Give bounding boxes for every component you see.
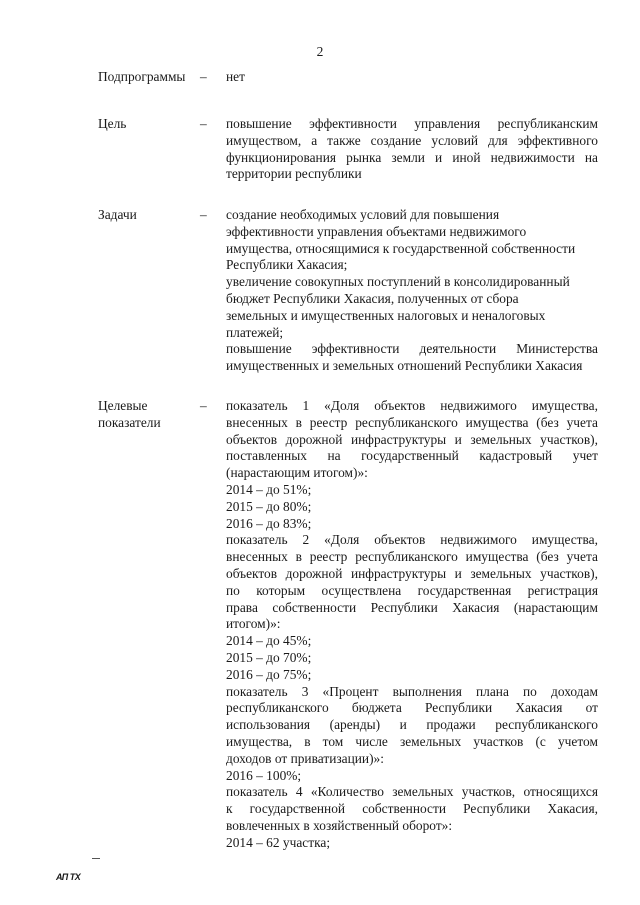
label-line: Подпрограммы: [98, 69, 186, 84]
section-body: [226, 69, 598, 86]
body-line: объектов дорожной инфраструктуры и земельных участков),: [226, 431, 598, 447]
body-line: Республики Хакасия;: [226, 257, 348, 273]
body-line: создание необходимых условий для повышения: [226, 207, 500, 222]
section-dash: –: [200, 116, 207, 131]
body-line: по которым осуществлена государственная регистрация: [226, 582, 598, 598]
body-line: имуществом, а также создание условий для эффективного: [226, 132, 598, 148]
body-line: показатель 1 «Доля объектов недвижимого имущества,: [226, 398, 598, 413]
section-dash: –: [200, 398, 207, 413]
section-body: [226, 398, 598, 852]
body-line: права собственности Республики Хакасия (нарастающим: [226, 599, 598, 615]
body-line: имущества, в том числе земельных участков (с учетом: [226, 733, 598, 749]
body-line: имущественных и земельных отношений Республики Хакасия: [226, 358, 583, 374]
label-line: Целевые: [98, 398, 148, 413]
label-line: показатели: [98, 414, 161, 430]
body-line: функционирования рынка земли и иной недвижимости на: [226, 149, 598, 165]
body-line: 2014 – 62 участка;: [226, 834, 331, 850]
body-line: 2016 – до 83%;: [226, 515, 312, 531]
body-line: показатель 3 «Процент выполнения плана по доходам: [226, 683, 598, 699]
body-line: доходов от приватизации)»:: [226, 750, 384, 766]
body-line: 2016 – 100%;: [226, 767, 302, 783]
body-line: 2014 – до 51%;: [226, 481, 312, 497]
body-line: повышение эффективности деятельности Министерства: [226, 341, 598, 357]
body-line: объектов дорожной инфраструктуры и земельных участков),: [226, 565, 598, 581]
body-line: увеличение совокупных поступлений в консолидированный: [226, 274, 570, 290]
body-line: показатель 4 «Количество земельных участков, относящихся: [226, 784, 598, 800]
body-line: внесенных в реестр республиканского имущества (без учета: [226, 549, 598, 565]
body-line: платежей;: [226, 324, 284, 340]
scan-mark: [92, 858, 100, 859]
body-line: республиканского бюджета Республики Хакасия от: [226, 700, 598, 716]
body-line: показатель 2 «Доля объектов недвижимого имущества,: [226, 532, 598, 548]
body-line: (нарастающим итогом)»:: [226, 465, 368, 481]
body-line: повышение эффективности управления республиканским: [226, 116, 598, 131]
section-body: [226, 116, 598, 183]
section-label: [98, 398, 198, 432]
section-body: [226, 207, 598, 375]
section-label: [98, 69, 198, 86]
archive-stamp: АП ТХ: [56, 872, 81, 882]
body-line: использования (аренды) и продажи республиканского: [226, 717, 598, 733]
label-line: Цель: [98, 116, 127, 131]
body-line: территории республики: [226, 166, 362, 182]
body-line: поставленных на государственный кадастровый учет: [226, 448, 598, 464]
body-line: 2015 – до 70%;: [226, 649, 312, 665]
body-line: 2015 – до 80%;: [226, 498, 312, 514]
body-line: имущества, относящимися к государственной собственности: [226, 240, 576, 256]
label-line: Задачи: [98, 207, 137, 222]
body-line: земельных и имущественных налоговых и неналоговых: [226, 307, 546, 323]
body-line: вовлеченных в хозяйственный оборот»:: [226, 817, 453, 833]
section-dash: –: [200, 207, 207, 222]
page-number: 2: [316, 44, 324, 59]
body-line: к государственной собственности Республики Хакасия,: [226, 801, 598, 817]
body-line: итогом)»:: [226, 616, 281, 632]
body-line: внесенных в реестр республиканского имущества (без учета: [226, 414, 598, 430]
body-line: 2014 – до 45%;: [226, 633, 312, 649]
body-line: эффективности управления объектами недвижимого: [226, 223, 527, 239]
section-dash: –: [200, 69, 207, 84]
section-label: [98, 116, 198, 133]
body-line: нет: [226, 69, 245, 84]
section-label: [98, 207, 198, 224]
body-line: бюджет Республики Хакасия, полученных от сбора: [226, 290, 519, 306]
body-line: 2016 – до 75%;: [226, 666, 312, 682]
